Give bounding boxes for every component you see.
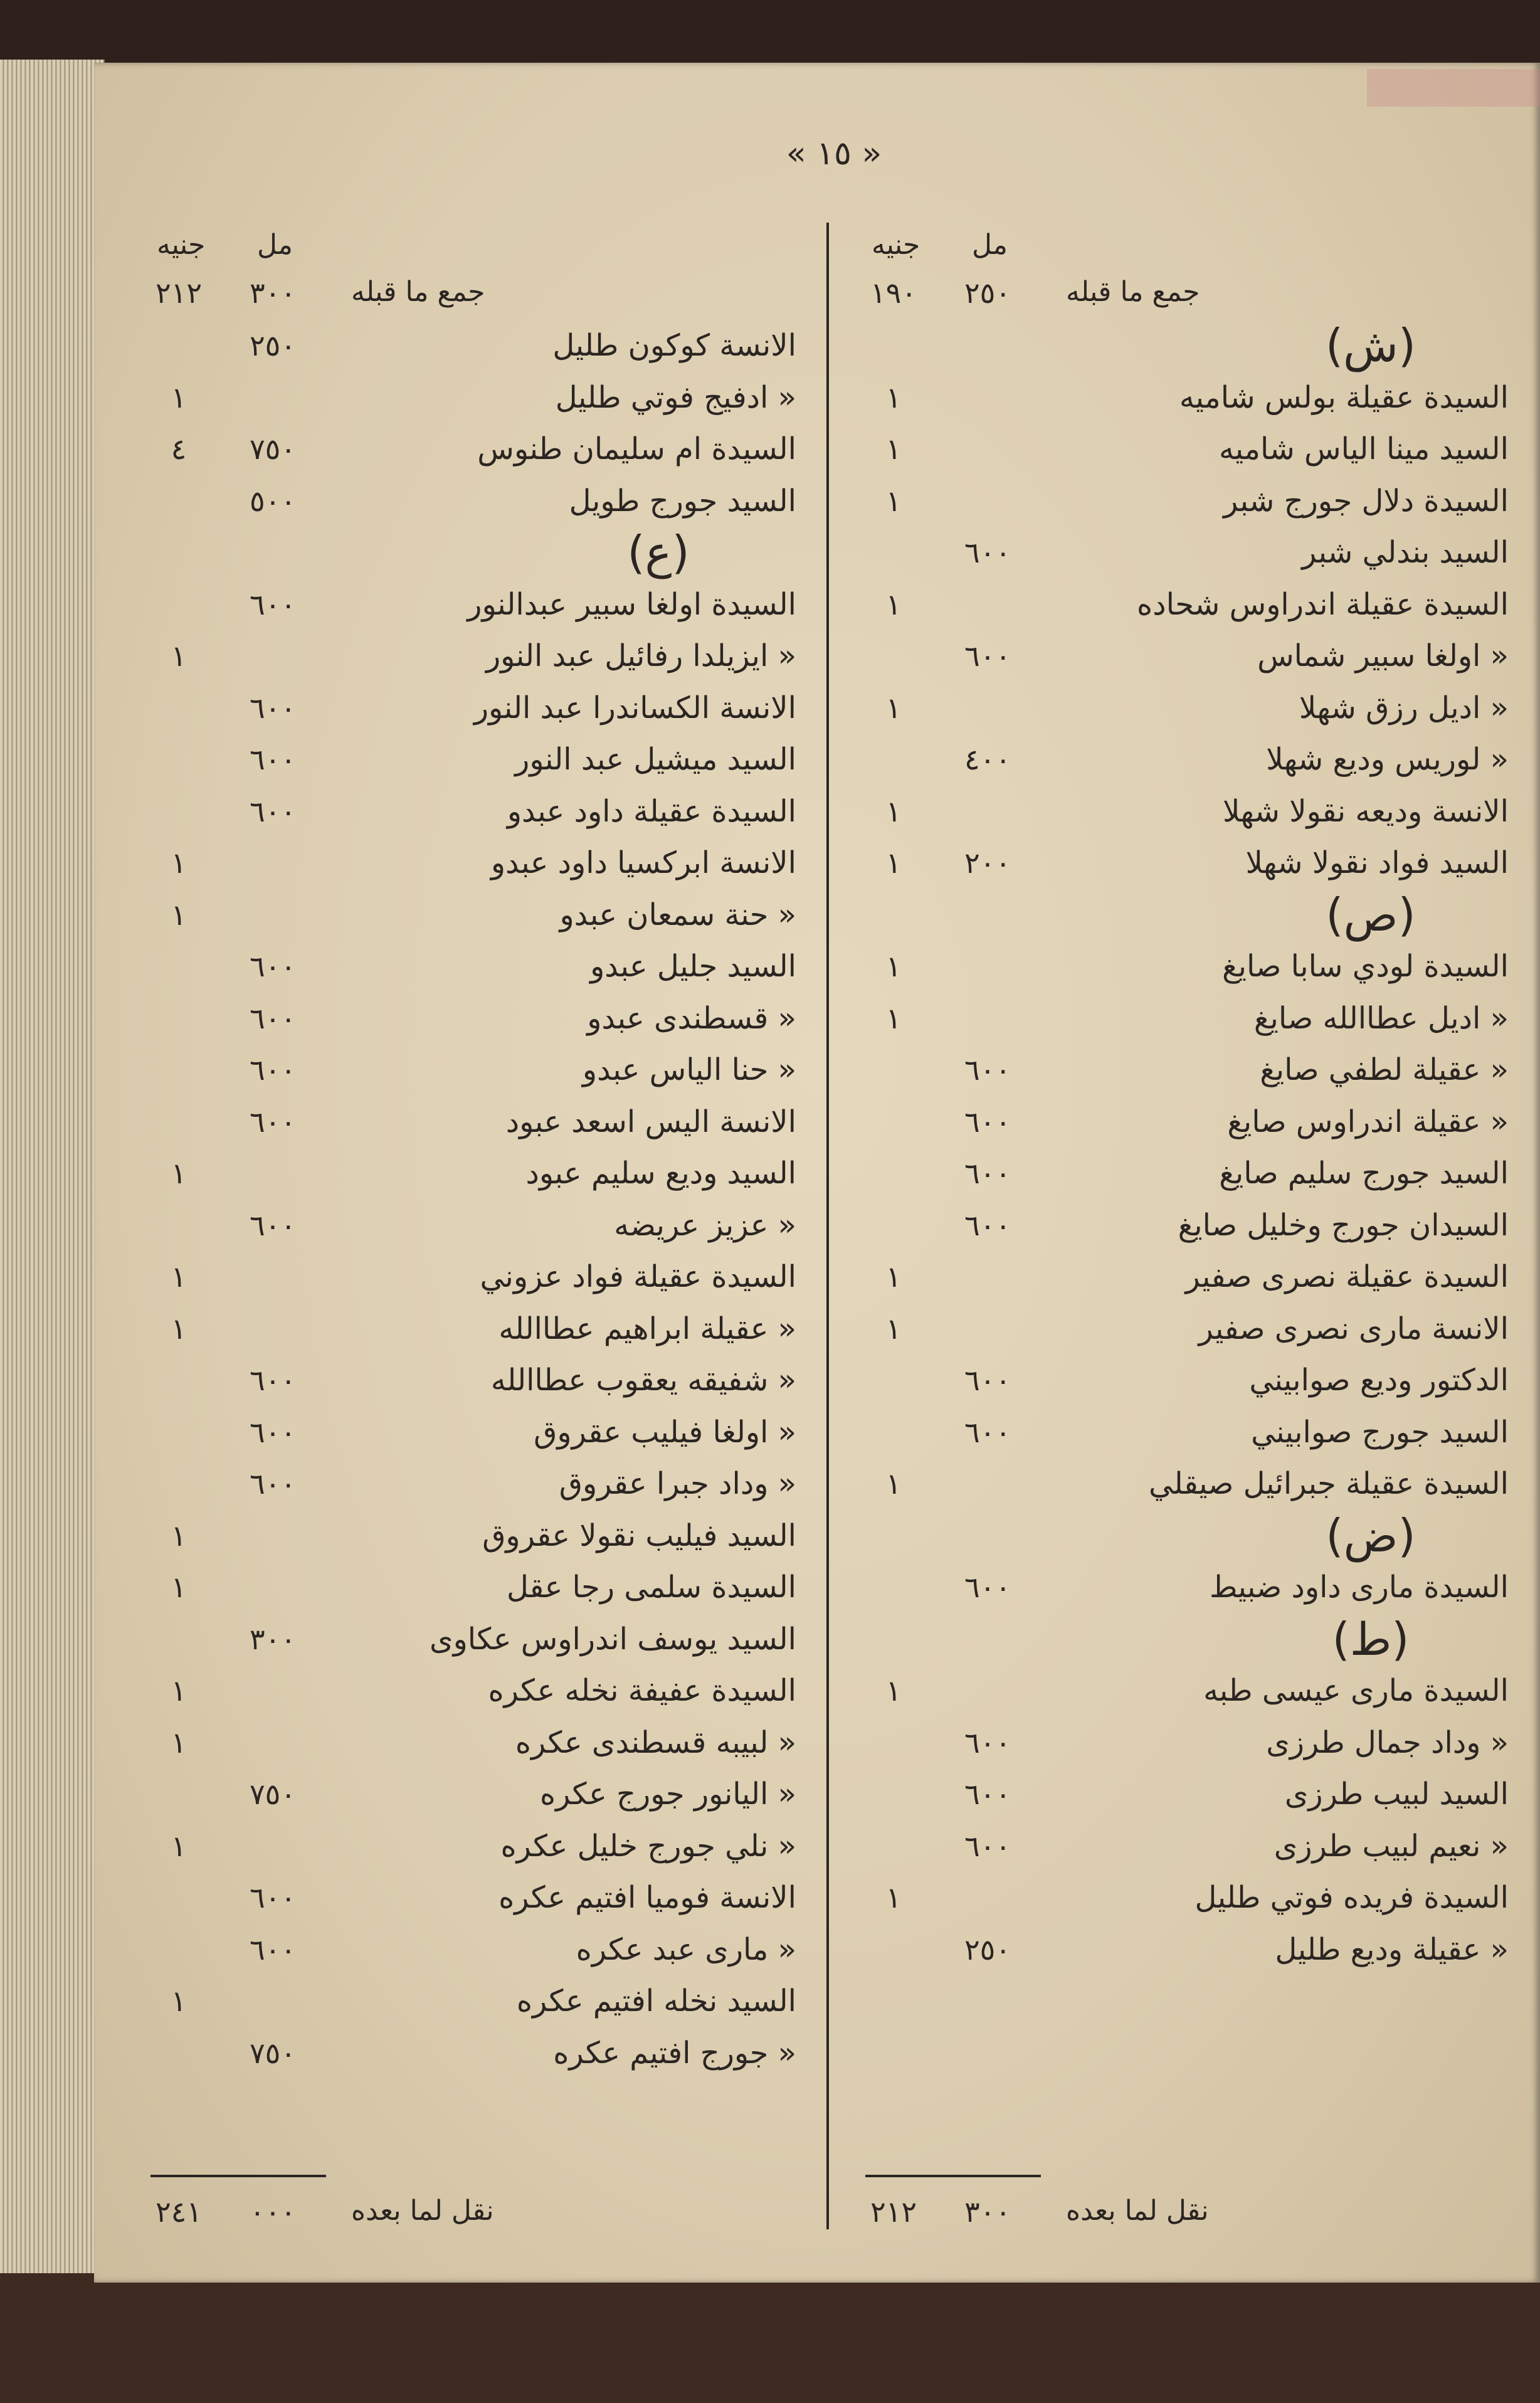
donor-row — [859, 1717, 1509, 1769]
amount-junayh: ١ — [171, 380, 187, 415]
donor-name: السيدة عفيفة نخله عكره — [488, 1673, 796, 1708]
donor-name: « عقيلة اندراوس صايغ — [1227, 1104, 1509, 1139]
donor-row — [859, 372, 1509, 424]
donor-name: « عقيلة لطفي صايغ — [1260, 1052, 1509, 1087]
amount-junayh: ١ — [885, 1311, 902, 1346]
donor-row — [859, 1924, 1509, 1976]
page-number: « ١٥ » — [786, 135, 882, 172]
carry-in-mil: ٣٠٠ — [249, 276, 297, 310]
donor-name: « اولغا سبير شماس — [1257, 638, 1509, 673]
amount-junayh: ١ — [885, 1467, 902, 1501]
amount-mil: ٤٠٠ — [964, 742, 1011, 776]
donor-row — [859, 475, 1509, 527]
donor-row — [144, 1148, 796, 1200]
donor-name: « ادفيج فوتي طليل — [555, 379, 796, 415]
donor-row — [144, 1303, 796, 1355]
amount-mil: ٣٠٠ — [249, 1622, 297, 1656]
donor-name: « حنة سمعان عبدو — [559, 897, 796, 932]
donor-name: « شفيقه يعقوب عطاالله — [490, 1363, 796, 1398]
section-letter: (ط) — [1332, 1612, 1410, 1666]
donor-row — [144, 1407, 796, 1459]
amount-mil: ٧٥٠ — [249, 1777, 297, 1811]
donor-row — [859, 630, 1509, 682]
carry-out-mil: ٠٠٠ — [249, 2195, 297, 2229]
amount-junayh: ١ — [171, 1725, 187, 1760]
donor-row — [144, 941, 796, 993]
donor-name: السيد جورج سليم صايغ — [1219, 1156, 1509, 1191]
amount-junayh: ١ — [171, 1984, 187, 2018]
carry-out-mil: ٣٠٠ — [964, 2195, 1011, 2229]
amount-junayh: ١ — [171, 1518, 187, 1553]
donor-row — [144, 1924, 796, 1976]
donor-row — [859, 1200, 1509, 1252]
section-letter-heading — [859, 1510, 1509, 1562]
amount-junayh: ٤ — [171, 432, 187, 466]
column-divider — [826, 223, 829, 2229]
right-carry-out — [859, 2195, 1509, 2239]
amount-mil: ٦٠٠ — [249, 742, 297, 776]
donor-name: « لوريس وديع شهلا — [1266, 742, 1509, 777]
donor-row — [144, 889, 796, 941]
donor-row — [144, 1096, 796, 1148]
donor-row — [144, 786, 796, 838]
donor-row — [859, 734, 1509, 786]
junayh-header: جنيه — [157, 229, 206, 261]
donor-row — [144, 1355, 796, 1407]
donor-name: « نلي جورج خليل عكره — [500, 1828, 796, 1864]
donor-name: السيد جورج طويل — [569, 483, 796, 519]
total-rule — [150, 2175, 326, 2177]
donor-row — [144, 1458, 796, 1510]
amount-junayh: ١ — [885, 846, 902, 880]
donor-name: السيدة عقيلة فواد عزوني — [480, 1259, 796, 1294]
donor-name: السيد ميشيل عبد النور — [515, 742, 796, 777]
donor-name: السيد وديع سليم عبود — [525, 1156, 796, 1191]
donor-row — [144, 630, 796, 682]
amount-junayh: ١ — [171, 897, 187, 932]
amount-mil: ٢٠٠ — [964, 846, 1011, 880]
carry-in-junayh: ٢١٢ — [155, 276, 203, 310]
donor-name: « لبيبه قسطندى عكره — [515, 1724, 796, 1760]
donor-name: الانسة الكساندرا عبد النور — [473, 690, 796, 726]
amount-junayh: ١ — [885, 432, 902, 466]
donor-row — [859, 786, 1509, 838]
donor-name: السيدة عقيلة داود عبدو — [507, 793, 796, 829]
donor-name: السيدة مارى داود ضبيط — [1209, 1570, 1509, 1605]
amount-junayh: ١ — [885, 483, 902, 518]
donor-row — [144, 1510, 796, 1562]
amount-junayh: ١ — [885, 1674, 902, 1708]
amount-mil: ٢٥٠ — [249, 329, 297, 362]
donor-name: الانسة كوكون طليل — [552, 328, 796, 363]
amount-mil: ٦٠٠ — [249, 690, 297, 725]
right-carry-in — [859, 276, 1509, 320]
donor-name: « عقيلة ابراهيم عطاالله — [498, 1311, 796, 1346]
donor-row — [859, 941, 1509, 993]
amount-mil: ٧٥٠ — [249, 2036, 297, 2070]
amount-junayh: ١ — [171, 1260, 187, 1294]
amount-mil: ٦٠٠ — [964, 1156, 1011, 1190]
donor-row — [144, 1820, 796, 1872]
donor-name: « نعيم لبيب طرزى — [1274, 1828, 1509, 1864]
donor-name: الانسة فوميا افتيم عكره — [498, 1880, 796, 1915]
amount-mil: ٦٠٠ — [249, 587, 297, 621]
donor-row — [144, 734, 796, 786]
donor-name: الانسة ابركسيا داود عبدو — [490, 845, 796, 880]
amount-mil: ٧٥٠ — [249, 432, 297, 466]
section-letter-heading — [144, 527, 796, 579]
donor-name: السيدة مارى عيسى طبه — [1203, 1673, 1509, 1708]
left-column-header — [144, 229, 796, 267]
donor-name: السيد يوسف اندراوس عكاوى — [430, 1621, 796, 1657]
donor-row — [144, 579, 796, 631]
junayh-header: جنيه — [872, 229, 920, 261]
donor-name: الانسة وديعه نقولا شهلا — [1223, 793, 1509, 829]
carry-out-junayh: ٢٤١ — [155, 2195, 203, 2229]
amount-junayh: ١ — [885, 380, 902, 415]
donor-row — [859, 1820, 1509, 1872]
donor-row — [859, 1044, 1509, 1096]
donor-name: « قسطندى عبدو — [587, 1000, 796, 1036]
donor-row — [144, 1613, 796, 1666]
amount-junayh: ١ — [171, 1570, 187, 1604]
donor-row — [859, 579, 1509, 631]
donor-row — [859, 1407, 1509, 1459]
donor-row — [144, 682, 796, 734]
donor-row — [859, 1458, 1509, 1510]
donor-name: « حنا الياس عبدو — [582, 1052, 796, 1087]
donor-name: « عزيز عريضه — [614, 1207, 796, 1243]
donor-row — [144, 475, 796, 527]
left-carry-in — [144, 276, 796, 320]
donor-row — [859, 1355, 1509, 1407]
amount-mil: ٦٠٠ — [249, 1881, 297, 1914]
donor-row — [144, 1251, 796, 1303]
amount-mil: ٦٠٠ — [964, 536, 1011, 569]
donor-row — [144, 320, 796, 372]
donor-name: السيد فواد نقولا شهلا — [1245, 845, 1509, 880]
donor-name: السيدة اولغا سبير عبدالنور — [467, 586, 796, 622]
section-letter: (ض) — [1326, 1509, 1416, 1562]
donor-name: السيدة لودي سابا صايغ — [1222, 949, 1509, 984]
left-carry-out — [144, 2195, 796, 2239]
amount-mil: ٦٠٠ — [249, 1001, 297, 1035]
section-letter-heading — [859, 1613, 1509, 1666]
amount-mil: ٥٠٠ — [249, 483, 297, 518]
donor-row — [144, 1044, 796, 1096]
donor-name: السيدة دلال جورج شبر — [1223, 483, 1509, 519]
amount-mil: ٦٠٠ — [964, 1363, 1011, 1397]
section-letter-heading — [859, 889, 1509, 941]
amount-junayh: ١ — [885, 794, 902, 828]
donor-name: « وداد جمال طرزى — [1266, 1724, 1509, 1760]
amount-mil: ٦٠٠ — [964, 1570, 1011, 1604]
amount-mil: ٦٠٠ — [249, 1363, 297, 1397]
donor-name: السيد بندلي شبر — [1302, 535, 1509, 570]
carry-out-junayh: ٢١٢ — [870, 2195, 917, 2229]
donor-name: « اولغا فيليب عقروق — [534, 1414, 796, 1450]
donor-row — [144, 423, 796, 475]
donor-row — [144, 1665, 796, 1717]
amount-junayh: ١ — [885, 587, 902, 621]
amount-mil: ٦٠٠ — [964, 1053, 1011, 1087]
donor-name: السيدة ام سليمان طنوس — [477, 431, 796, 467]
donor-name: السيد لبيب طرزى — [1284, 1777, 1509, 1812]
donor-name: السيد جليل عبدو — [590, 949, 796, 984]
amount-junayh: ١ — [885, 1001, 902, 1035]
carry-in-label: جمع ما قبله — [351, 276, 485, 308]
donor-row — [144, 837, 796, 889]
amount-mil: ٦٠٠ — [964, 1777, 1011, 1811]
amount-mil: ٦٠٠ — [249, 1104, 297, 1139]
donor-row — [144, 1200, 796, 1252]
donor-row — [859, 682, 1509, 734]
total-rule — [865, 2175, 1041, 2177]
donor-name: « اديل عطاالله صايغ — [1253, 1000, 1509, 1036]
amount-junayh: ١ — [885, 1881, 902, 1914]
amount-mil: ٦٠٠ — [249, 1415, 297, 1449]
amount-junayh: ١ — [171, 846, 187, 880]
donor-name: السيد فيليب نقولا عقروق — [482, 1518, 796, 1553]
amount-junayh: ١ — [171, 1829, 187, 1863]
donor-name: السيدة عقيلة بولس شاميه — [1179, 379, 1509, 415]
donor-name: السيدة عقيلة جبرائيل صيقلي — [1148, 1466, 1509, 1501]
carry-in-mil: ٢٥٠ — [964, 276, 1011, 310]
amount-mil: ٦٠٠ — [249, 1467, 297, 1501]
donor-row — [144, 372, 796, 424]
donor-row — [859, 1872, 1509, 1924]
donor-row — [144, 2027, 796, 2079]
mil-header: مل — [257, 229, 293, 261]
section-letter: (ش) — [1325, 319, 1416, 372]
amount-mil: ٦٠٠ — [249, 1208, 297, 1242]
donor-row — [144, 1768, 796, 1820]
donor-name: السيدة سلمى رجا عقل — [507, 1570, 796, 1605]
section-letter-heading — [859, 320, 1509, 372]
page-stain — [1367, 69, 1540, 107]
donor-name: السيدة عقيلة اندراوس شحاده — [1137, 586, 1509, 622]
amount-junayh: ١ — [885, 949, 902, 983]
donor-name: « وداد جبرا عقروق — [559, 1466, 796, 1501]
donor-name: « عقيلة وديع طليل — [1275, 1931, 1509, 1967]
amount-mil: ٦٠٠ — [249, 1932, 297, 1967]
donor-name: « ايزيلدا رفائيل عبد النور — [485, 638, 796, 673]
donor-name: السيدة فريده فوتي طليل — [1195, 1880, 1509, 1915]
donor-name: « مارى عبد عكره — [576, 1931, 796, 1967]
section-letter: (ع) — [627, 526, 690, 579]
scan-background-top — [0, 0, 1540, 69]
amount-mil: ٢٥٠ — [964, 1932, 1011, 1967]
donor-name: السيد جورج صوابيني — [1251, 1414, 1509, 1450]
donor-row — [859, 1303, 1509, 1355]
amount-mil: ٦٠٠ — [964, 639, 1011, 673]
donor-name: السيد نخله افتيم عكره — [516, 1983, 796, 2019]
donor-row — [859, 1665, 1509, 1717]
carry-in-junayh: ١٩٠ — [870, 276, 917, 310]
carry-out-label: نقل لما بعده — [1066, 2195, 1209, 2227]
amount-mil: ٦٠٠ — [964, 1725, 1011, 1760]
amount-junayh: ١ — [885, 690, 902, 725]
donor-name: السيدة عقيلة نصرى صفير — [1185, 1259, 1509, 1294]
section-letter: (ص) — [1326, 888, 1416, 941]
donor-row — [859, 1768, 1509, 1820]
donor-row — [144, 1561, 796, 1613]
amount-mil: ٦٠٠ — [964, 1208, 1011, 1242]
amount-mil: ٦٠٠ — [964, 1415, 1011, 1449]
amount-mil: ٦٠٠ — [964, 1104, 1011, 1139]
donor-row — [859, 1251, 1509, 1303]
donor-row — [859, 837, 1509, 889]
mil-header: مل — [972, 229, 1008, 261]
donor-name: الدكتور وديع صوابيني — [1249, 1363, 1509, 1398]
donor-name: « اديل رزق شهلا — [1299, 690, 1509, 726]
donor-row — [859, 1148, 1509, 1200]
left-donor-list — [144, 320, 796, 2079]
carry-out-label: نقل لما بعده — [351, 2195, 494, 2227]
donor-name: السيد مينا الياس شاميه — [1219, 431, 1509, 467]
amount-junayh: ١ — [885, 1260, 902, 1294]
donor-row — [859, 423, 1509, 475]
donor-name: الانسة مارى نصرى صفير — [1198, 1311, 1509, 1346]
donor-name: السيدان جورج وخليل صايغ — [1178, 1207, 1509, 1243]
amount-mil: ٦٠٠ — [249, 949, 297, 983]
amount-junayh: ١ — [171, 1156, 187, 1190]
donor-name: « جورج افتيم عكره — [553, 2035, 796, 2071]
donor-row — [144, 1717, 796, 1769]
donor-name: « اليانور جورج عكره — [540, 1777, 796, 1812]
amount-junayh: ١ — [171, 1311, 187, 1346]
donor-row — [859, 1096, 1509, 1148]
carry-in-label: جمع ما قبله — [1066, 276, 1200, 308]
donor-name: الانسة اليس اسعد عبود — [505, 1104, 796, 1139]
donor-row — [859, 993, 1509, 1045]
donor-row — [144, 1975, 796, 2027]
amount-junayh: ١ — [171, 1674, 187, 1708]
amount-junayh: ١ — [171, 639, 187, 673]
donor-row — [144, 1872, 796, 1924]
amount-mil: ٦٠٠ — [964, 1829, 1011, 1863]
right-column-header — [859, 229, 1509, 267]
amount-mil: ٦٠٠ — [249, 1053, 297, 1087]
amount-mil: ٦٠٠ — [249, 794, 297, 828]
donor-row — [859, 1561, 1509, 1613]
book-page-edges — [0, 60, 105, 2273]
donor-row — [144, 993, 796, 1045]
